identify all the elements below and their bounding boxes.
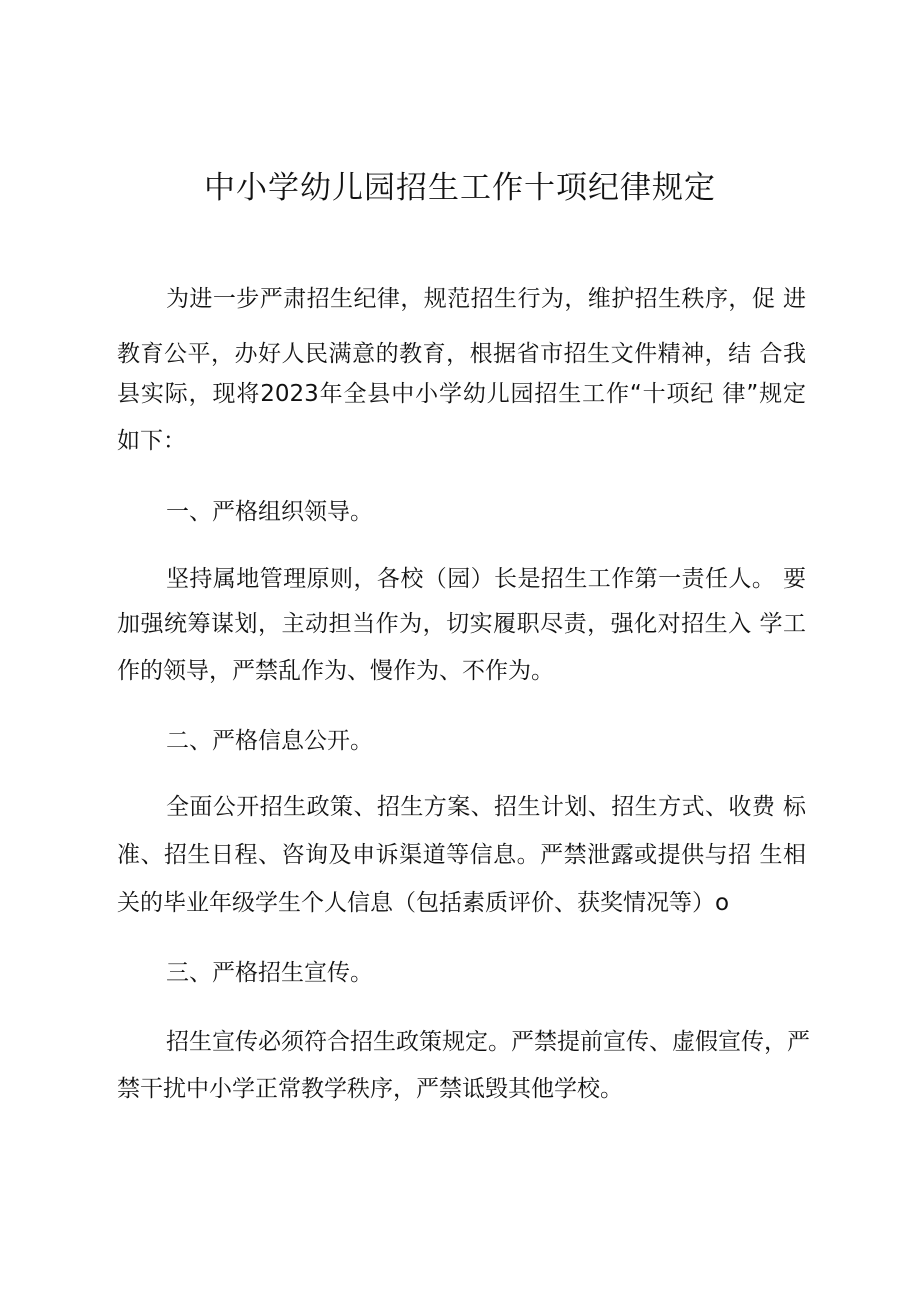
intro-line-3: 县实际，现将2023年全县中小学幼儿园招生工作“十项纪 律”规定 (117, 381, 806, 407)
section-2-line-2: 准、招生日程、咨询及申诉渠道等信息。严禁泄露或提供与招 生相 (117, 842, 806, 868)
section-1-line-1: 坚持属地管理原则，各校（园）长是招生工作第一责任人。 要 (166, 566, 806, 592)
section-2-heading: 二、严格信息公开。 (166, 728, 373, 754)
section-2-line-1: 全面公开招生政策、招生方案、招生计划、招生方式、收费 标 (166, 794, 806, 820)
section-1-heading: 一、严格组织领导。 (166, 499, 373, 525)
intro-line-4: 如下： (117, 428, 186, 454)
section-1-line-2: 加强统筹谋划，主动担当作为，切实履职尽责，强化对招生入 学工 (117, 611, 806, 637)
intro-line-1: 为进一步严肃招生纪律，规范招生行为，维护招生秩序，促 进 (166, 286, 806, 312)
section-3-line-1: 招生宣传必须符合招生政策规定。严禁提前宣传、虚假宣传，严 (166, 1029, 810, 1055)
section-3-line-2: 禁干扰中小学正常教学秩序，严禁诋毁其他学校。 (117, 1076, 623, 1102)
intro-line-2: 教育公平，办好人民满意的教育，根据省市招生文件精神，结 合我 (117, 341, 806, 367)
section-2-line-3: 关的毕业年级学生个人信息（包括素质评价、获奖情况等）o (117, 890, 730, 916)
document-title: 中小学幼儿园招生工作十项纪律规定 (204, 170, 716, 206)
section-3-heading: 三、严格招生宣传。 (166, 960, 373, 986)
section-1-line-3: 作的领导，严禁乱作为、慢作为、不作为。 (117, 658, 554, 684)
